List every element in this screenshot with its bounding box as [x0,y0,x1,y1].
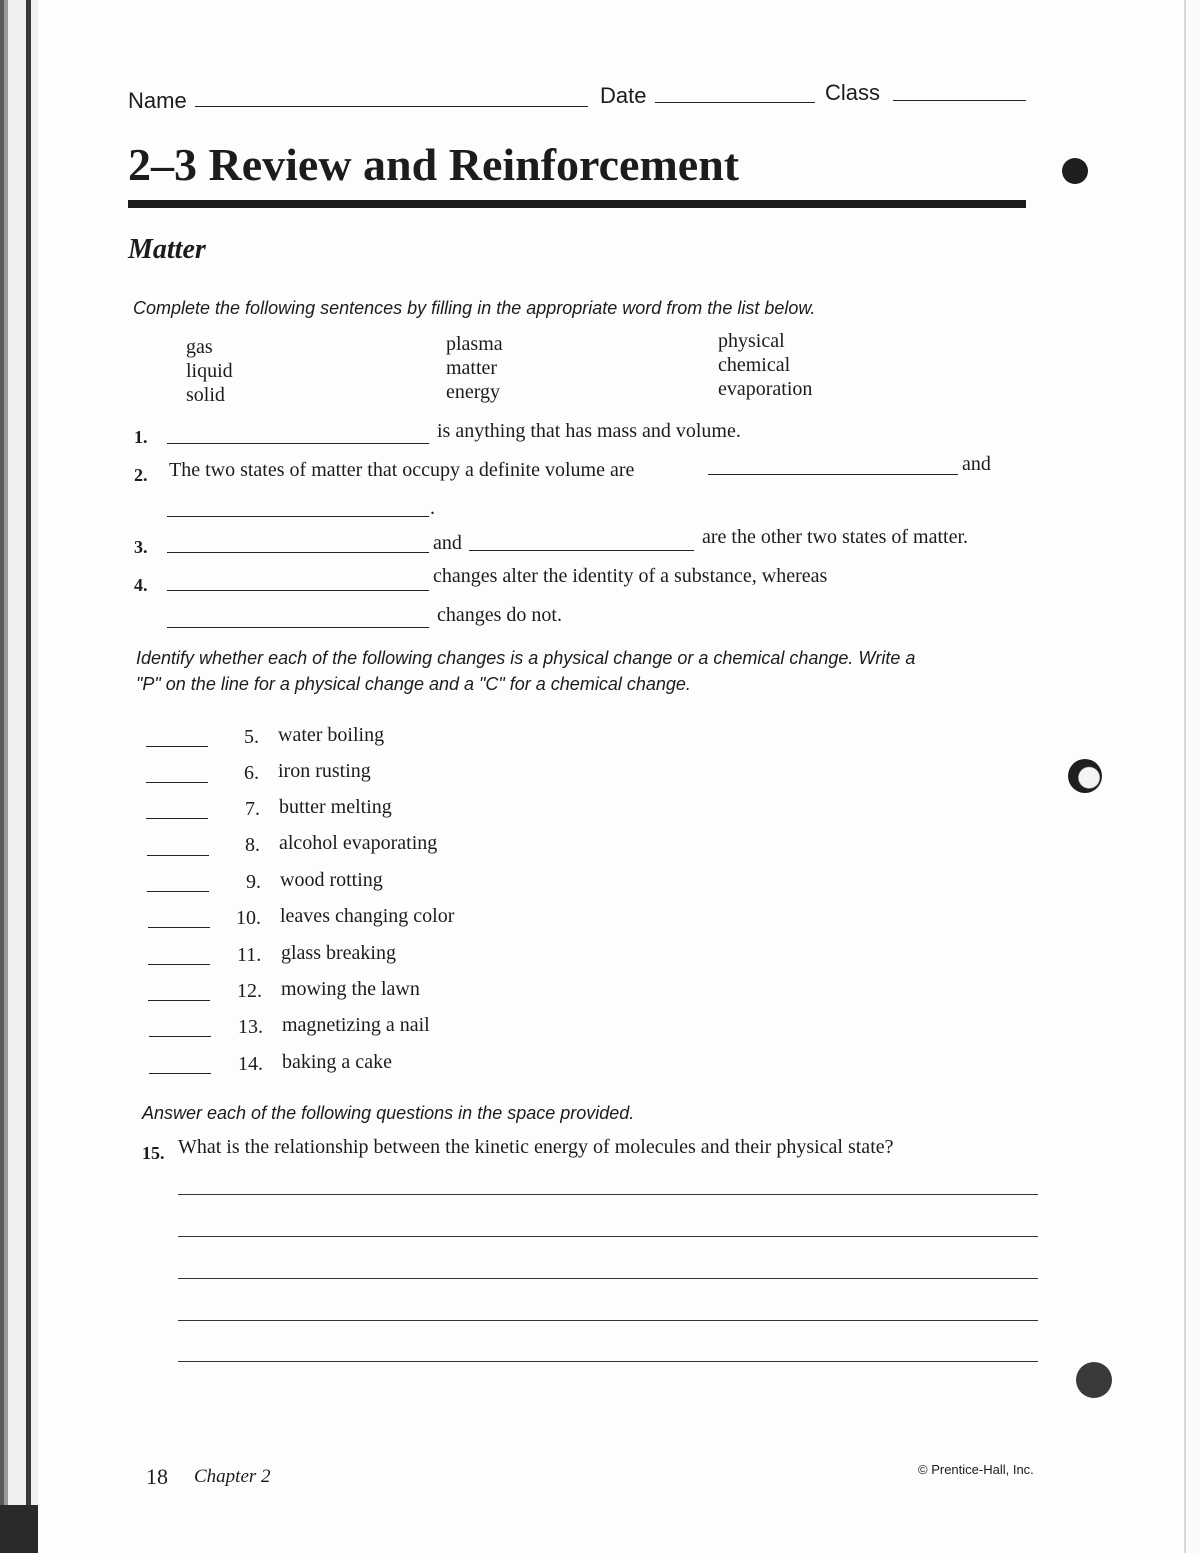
date-label: Date [600,83,647,108]
answer-blank[interactable] [149,1073,211,1074]
instruction-answer: Answer each of the following questions in the space provided. [142,1103,635,1123]
question-text: is anything that has mass and volume. [437,420,741,442]
date-field[interactable] [655,102,815,103]
answer-blank[interactable] [708,474,958,475]
answer-blank[interactable] [167,516,429,517]
word-bank-item: matter [446,357,498,379]
item-number: 8. [245,834,260,856]
question-number: 1. [134,427,148,447]
word-bank-item: liquid [186,360,233,382]
class-label: Class [825,80,881,105]
question-number: 3. [134,537,148,557]
item-text: glass breaking [281,942,396,964]
answer-blank[interactable] [146,782,208,783]
binder-hole-middle [1068,759,1102,793]
item-text: iron rusting [278,760,371,782]
item-text: butter melting [279,796,392,818]
answer-blank[interactable] [167,552,429,553]
item-number: 9. [246,871,261,893]
binder-hole-bottom [1076,1362,1112,1398]
item-text: mowing the lawn [281,978,420,1000]
item-number: 6. [244,762,259,784]
answer-line[interactable] [178,1194,1038,1195]
word-bank-item: gas [186,336,213,358]
page-number: 18 [146,1464,168,1489]
word-bank-item: evaporation [718,378,813,400]
question-text: and [433,532,462,554]
question-text: What is the relationship between the kinetic energy of molecules and their physical state? [178,1136,894,1158]
item-text: baking a cake [282,1051,392,1073]
answer-line[interactable] [178,1278,1038,1279]
answer-blank[interactable] [167,590,429,591]
answer-blank[interactable] [146,746,208,747]
item-number: 7. [245,798,260,820]
item-number: 13. [238,1016,263,1038]
question-text: changes do not. [437,604,562,626]
title-rule [128,200,1026,208]
answer-blank[interactable] [148,927,210,928]
section-heading: Matter [128,234,206,265]
answer-blank[interactable] [167,443,429,444]
item-number: 11. [237,944,262,966]
item-text: leaves changing color [280,905,455,927]
question-number: 2. [134,465,148,485]
question-text: The two states of matter that occupy a definite volume are [169,459,635,481]
answer-line[interactable] [178,1361,1038,1362]
name-field[interactable] [195,106,588,107]
answer-line[interactable] [178,1236,1038,1237]
answer-line[interactable] [178,1320,1038,1321]
instruction-identify-line1: Identify whether each of the following changes is a physical change or a chemical change. Write a [136,648,916,668]
scan-left-edge [0,0,38,1553]
scan-right-edge [1170,0,1200,1553]
question-text: . [430,497,435,519]
answer-blank[interactable] [469,550,694,551]
question-text: and [962,453,991,475]
name-label: Name [128,88,187,113]
word-bank-item: solid [186,384,225,406]
answer-blank[interactable] [149,1036,211,1037]
item-text: alcohol evaporating [279,832,438,854]
item-number: 5. [244,726,259,748]
answer-blank[interactable] [167,627,429,628]
word-bank-item: energy [446,381,501,403]
page-title: 2–3 Review and Reinforcement [128,139,740,190]
question-text: are the other two states of matter. [702,526,969,548]
answer-blank[interactable] [148,964,210,965]
binder-hole-top [1062,158,1088,184]
copyright: © Prentice-Hall, Inc. [918,1462,1034,1477]
instruction-fill-in: Complete the following sentences by filling in the appropriate word from the list below. [133,298,816,318]
item-text: water boiling [278,724,385,746]
question-number: 15. [142,1143,165,1163]
answer-blank[interactable] [147,891,209,892]
question-number: 4. [134,575,148,595]
word-bank-item: physical [718,330,785,352]
item-number: 10. [236,907,261,929]
question-text: changes alter the identity of a substance, whereas [433,565,828,587]
word-bank-item: plasma [446,333,503,355]
instruction-identify-line2: "P" on the line for a physical change and a "C" for a chemical change. [136,674,691,694]
chapter-label: Chapter 2 [194,1466,271,1487]
item-number: 12. [237,980,262,1002]
answer-blank[interactable] [146,818,208,819]
answer-blank[interactable] [147,855,209,856]
item-text: wood rotting [280,869,383,891]
scan-left-edge-shadow [0,1505,38,1553]
word-bank-item: chemical [718,354,791,376]
item-number: 14. [238,1053,263,1075]
item-text: magnetizing a nail [282,1014,430,1036]
class-field[interactable] [893,100,1026,101]
answer-blank[interactable] [148,1000,210,1001]
